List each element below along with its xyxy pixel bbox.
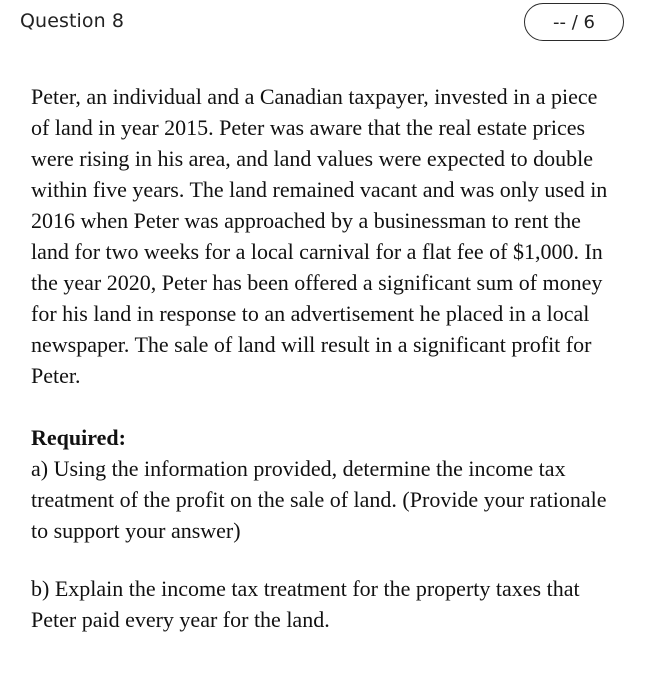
question-title: Question 8 [20,10,125,32]
question-body [31,81,621,635]
required-heading: Required: [31,425,126,450]
question-header [0,0,645,46]
requirement-part-b: b) Explain the income tax treatment for the property taxes that Peter paid every year for the land. [31,576,580,632]
score-badge: -- / 6 [524,3,624,41]
requirement-part-a: a) Using the information provided, determine the income tax treatment of the profit on the sale of land. (Provide your rationale to support your answer) [31,456,607,543]
question-prompt: Peter, an individual and a Canadian taxpayer, invested in a piece of land in year 2015. Peter was aware that the real estate prices were rising in his area, and land values were expected to double within five years. The land remained vacant and was only used in 2016 when Peter was approached by a businessman to rent the land for two weeks for a local carnival for a flat fee of $1,000. In the year 2020, Peter has been offered a significant sum of money for his land in response to an advertisement he placed in a local newspaper. The sale of land will result in a significant profit for Peter. [31,84,608,388]
